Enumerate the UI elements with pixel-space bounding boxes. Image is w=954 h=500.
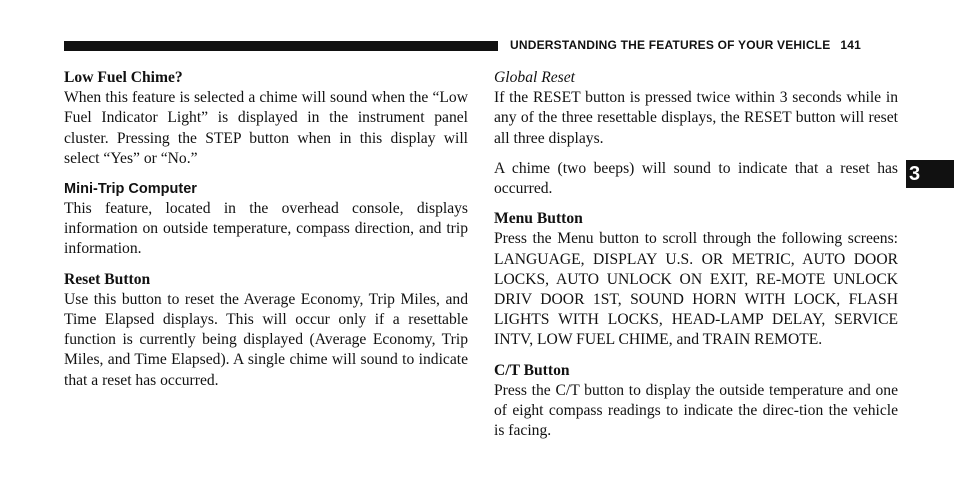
paragraph-global-reset: If the RESET button is pressed twice within 3 seconds while in any of the three resettable displays, the RESET button will reset all three displays. bbox=[494, 89, 898, 147]
paragraph-low-fuel-chime: When this feature is selected a chime will sound when the “Low Fuel Indicator Light” is displayed in the instrument panel cluster. Pressing the STEP button when in this display will select “Yes” or “No.” bbox=[64, 89, 468, 167]
heading-mini-trip-computer: Mini-Trip Computer bbox=[64, 181, 197, 198]
paragraph-menu-button: Press the Menu button to scroll through the following screens: LANGUAGE, DISPLAY U.S. OR METRIC, AUTO DOOR LOCKS, AUTO UNLOCK ON EXIT, RE-MOTE UNLOCK DRIV DOOR 1ST, SOUND HORN WITH LOCK, FLASH LIGHTS WITH LOCKS, HEAD-LAMP DELAY, SERVICE INTV, LOW FUEL CHIME, and TRAIN REMOTE. bbox=[494, 230, 898, 349]
header-rule bbox=[64, 41, 498, 51]
paragraph-mini-trip-computer: This feature, located in the overhead console, displays information on outside temperature, compass direction, and trip information. bbox=[64, 200, 468, 258]
page-number: 141 bbox=[840, 38, 862, 52]
paragraph-ct-button: Press the C/T button to display the outside temperature and one of eight compass readings to indicate the direc-tion the vehicle is facing. bbox=[494, 381, 898, 440]
heading-menu-button: Menu Button bbox=[494, 210, 583, 228]
paragraph-reset-button: Use this button to reset the Average Economy, Trip Miles, and Time Elapsed displays. This will occur only if a resettable function is currently being displayed (Average Economy, Trip Miles, and Time Elapsed). A single chime will sound to indicate that a reset has occurred. bbox=[64, 290, 468, 389]
chapter-tab: 3 bbox=[906, 160, 954, 188]
heading-global-reset: Global Reset bbox=[494, 69, 575, 86]
running-header bbox=[510, 38, 861, 52]
left-column bbox=[64, 68, 468, 401]
right-column bbox=[494, 68, 898, 451]
heading-ct-button: C/T Button bbox=[494, 361, 570, 379]
paragraph-chime-reset: A chime (two beeps) will sound to indicate that a reset has occurred. bbox=[494, 159, 898, 198]
section-title: UNDERSTANDING THE FEATURES OF YOUR VEHICLE bbox=[510, 38, 831, 52]
heading-low-fuel-chime: Low Fuel Chime? bbox=[64, 69, 183, 86]
heading-reset-button: Reset Button bbox=[64, 270, 151, 288]
